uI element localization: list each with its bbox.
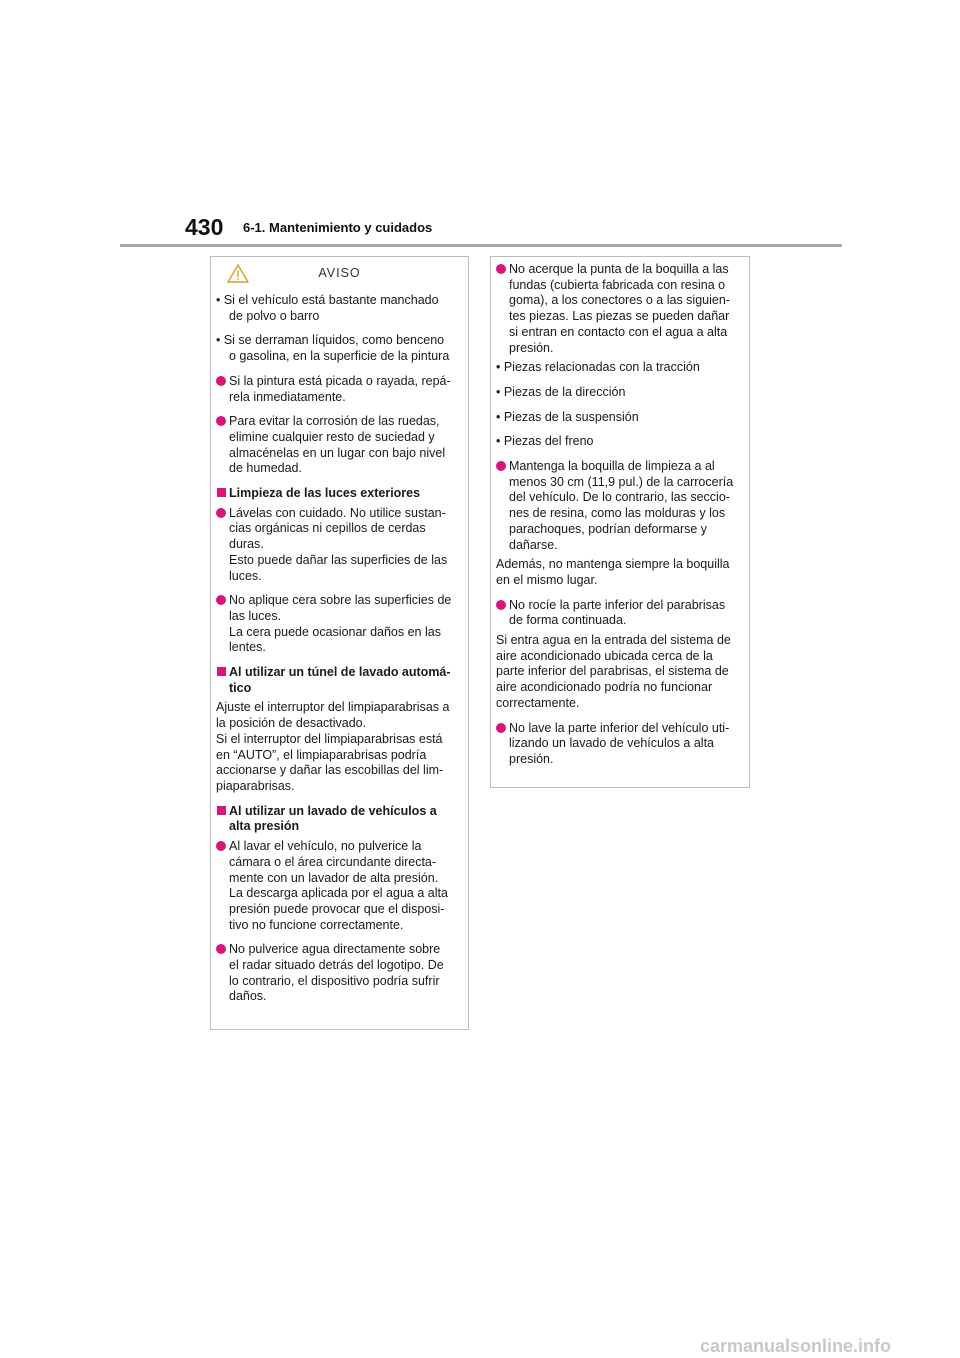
list-item: [496, 721, 740, 768]
footer-watermark: carmanualsonline.info: [700, 1336, 892, 1356]
list-item: [496, 459, 740, 553]
text-line: en el mismo lugar.: [496, 572, 598, 587]
heading-text: Limpieza de las luces exteriores: [229, 486, 421, 501]
heading-text: Al utilizar un lavado de vehículos a: [229, 803, 437, 818]
text-line: • Piezas de la dirección: [496, 384, 626, 399]
text-line: aire acondicionado ubicada cerca de la: [496, 648, 713, 663]
text-line: Mantenga la boquilla de limpieza a al: [509, 459, 715, 474]
list-item: [216, 293, 459, 324]
text-line: • Si se derraman líquidos, como benceno: [216, 333, 445, 348]
heading-text: Al utilizar un túnel de lavado automá-: [229, 665, 451, 680]
text-line: Esto puede dañar las superficies de las: [229, 552, 448, 567]
section-heading: [216, 486, 459, 502]
text-line: rela inmediatamente.: [229, 389, 346, 404]
list-item: [496, 360, 740, 376]
chapter-title: 6-1. Mantenimiento y cuidados: [243, 220, 433, 235]
text-line: Si entra agua en la entrada del sistema de: [496, 633, 731, 648]
warning-box-continued: [490, 256, 750, 788]
text-line: La cera puede ocasionar daños en las: [229, 624, 441, 639]
list-item: [496, 385, 740, 401]
text-line: presión.: [509, 751, 554, 766]
list-item: [496, 410, 740, 426]
text-line: cámara o el área circundante directa-: [229, 854, 437, 869]
text-line: daños.: [229, 989, 267, 1004]
list-item: [496, 262, 740, 356]
text-line: tes piezas. Las piezas se pueden dañar: [509, 309, 730, 324]
text-line: si entran en contacto con el agua a alta: [509, 324, 728, 339]
warning-triangle-icon: [227, 264, 249, 286]
text-line: las luces.: [229, 608, 282, 623]
text-line: elimine cualquier resto de suciedad y: [229, 429, 435, 444]
section-heading: [216, 804, 459, 835]
text-line: lo contrario, el dispositivo podría sufrir: [229, 973, 440, 988]
text-line: menos 30 cm (11,9 pul.) de la carrocería: [509, 474, 734, 489]
list-item: [216, 506, 459, 585]
text-line: almacénelas en un lugar con bajo nivel: [229, 445, 446, 460]
text-line: parte inferior del parabrisas, el sistema de: [496, 664, 729, 679]
text-line: Al lavar el vehículo, no pulverice la: [229, 839, 422, 854]
list-item: [216, 839, 459, 933]
text-line: la posición de desactivado.: [216, 716, 367, 731]
text-line: No rocíe la parte inferior del parabrisas: [509, 597, 726, 612]
text-line: el radar situado detrás del logotipo. De: [229, 958, 444, 973]
list-item: [216, 593, 459, 656]
paragraph: [216, 700, 459, 794]
text-line: correctamente.: [496, 695, 580, 710]
list-item: [216, 333, 459, 364]
text-line: luces.: [229, 568, 262, 583]
list-item: [216, 414, 459, 477]
text-line: Además, no mantenga siempre la boquilla: [496, 557, 730, 572]
text-line: goma), a los conectores o a las siguien-: [509, 293, 730, 308]
text-line: o gasolina, en la superficie de la pintura: [229, 349, 450, 364]
text-line: tivo no funcione correctamente.: [229, 917, 404, 932]
text-line: presión puede provocar que el disposi-: [229, 901, 445, 916]
text-line: en “AUTO”, el limpiaparabrisas podría: [216, 747, 427, 762]
text-line: No pulverice agua directamente sobre: [229, 942, 441, 957]
text-line: aire acondicionado podría no funcionar: [496, 680, 713, 695]
warning-box: [210, 256, 469, 1030]
header-rule: [120, 244, 842, 247]
text-line: del vehículo. De lo contrario, las seccio-: [509, 490, 730, 505]
text-line: accionarse y dañar las escobillas del lim-: [216, 763, 444, 778]
text-line: Ajuste el interruptor del limpiaparabrisas a: [216, 700, 450, 715]
text-line: cias orgánicas ni cepillos de cerdas: [229, 521, 426, 536]
page-number: 430: [185, 214, 224, 240]
text-line: dañarse.: [509, 537, 558, 552]
text-line: • Piezas del freno: [496, 434, 594, 449]
text-line: • Si el vehículo está bastante manchado: [216, 293, 439, 307]
text-line: nes de resina, como las molduras y los: [509, 506, 726, 521]
text-line: lizando un lavado de vehículos a alta: [509, 736, 715, 751]
list-item: [216, 942, 459, 1005]
text-line: fundas (cubierta fabricada con resina o: [509, 277, 726, 292]
text-line: mente con un lavador de alta presión.: [229, 870, 439, 885]
text-line: parachoques, podrían deformarse y: [509, 521, 708, 536]
section-heading: [216, 665, 459, 696]
text-line: de humedad.: [229, 461, 302, 476]
text-line: piaparabrisas.: [216, 778, 295, 793]
text-line: lentes.: [229, 640, 266, 655]
list-item: [496, 434, 740, 450]
paragraph: [496, 633, 740, 712]
paragraph: [496, 557, 740, 588]
warning-label: AVISO: [318, 266, 361, 280]
text-line: • Piezas de la suspensión: [496, 409, 639, 424]
text-line: No aplique cera sobre las superficies de: [229, 593, 452, 608]
warning-header: [211, 266, 468, 280]
text-line: de forma continuada.: [509, 613, 627, 628]
list-item: [496, 598, 740, 629]
text-line: presión.: [509, 340, 554, 355]
text-line: de polvo o barro: [229, 308, 320, 323]
heading-text: alta presión: [229, 819, 300, 834]
text-line: • Piezas relacionadas con la tracción: [496, 360, 700, 375]
text-line: No lave la parte inferior del vehículo uti-: [509, 720, 730, 735]
list-item: [216, 374, 459, 405]
text-line: La descarga aplicada por el agua a alta: [229, 886, 448, 901]
text-line: duras.: [229, 537, 264, 552]
text-line: Para evitar la corrosión de las ruedas,: [229, 414, 440, 429]
text-line: Si el interruptor del limpiaparabrisas está: [216, 731, 443, 746]
text-line: Si la pintura está picada o rayada, repá-: [229, 373, 451, 388]
text-line: Lávelas con cuidado. No utilice sustan-: [229, 505, 446, 520]
text-line: No acerque la punta de la boquilla a las: [509, 262, 729, 276]
heading-text: tico: [229, 680, 252, 695]
